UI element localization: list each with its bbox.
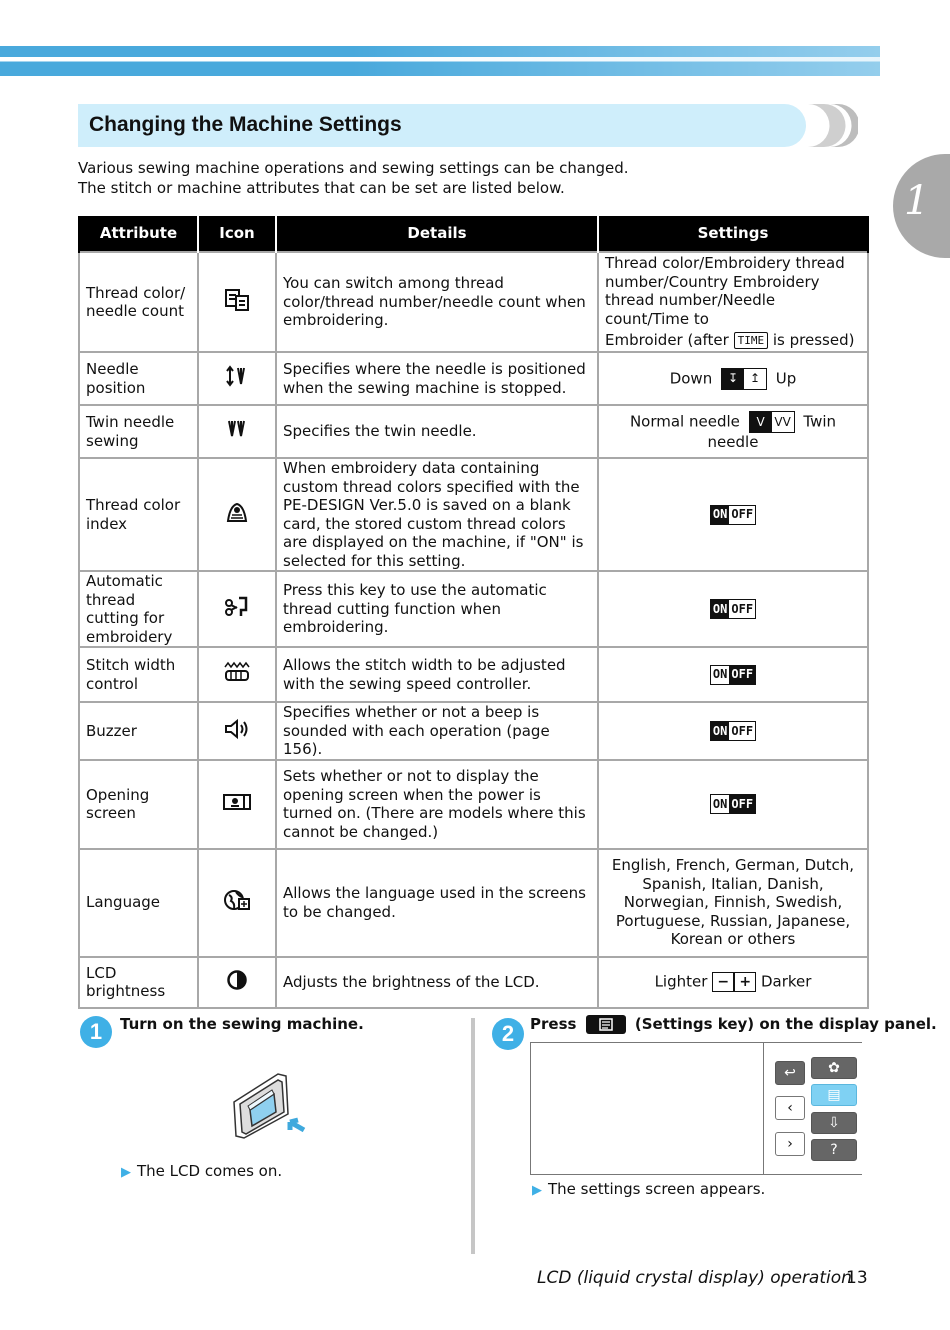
power-switch-icon bbox=[228, 1070, 310, 1142]
attribute-cell: Automatic thread cutting for embroidery bbox=[79, 571, 198, 647]
details-cell: Press this key to use the automatic thread cutting function when embroidering. bbox=[276, 571, 598, 647]
table-row bbox=[79, 458, 868, 571]
details-cell: Specifies whether or not a beep is sounded with each operation (page 156). bbox=[276, 702, 598, 760]
twin-needle-selector: ᐯ ᐯᐯ bbox=[749, 411, 795, 433]
page-number: 13 bbox=[846, 1268, 868, 1288]
details-cell: Specifies where the needle is positioned when the sewing machine is stopped. bbox=[276, 352, 598, 405]
details-cell: When embroidery data containing custom thread colors specified with the PE-DESIGN Ver.5.0 is saved on a blank card, the stored custom thread colors are displayed on the machine, if "ON" is selected for this setting. bbox=[276, 458, 598, 571]
needle-position-icon bbox=[225, 365, 249, 387]
table-row bbox=[79, 957, 868, 1008]
footer-section: LCD (liquid crystal display) operation bbox=[537, 1268, 852, 1288]
intro-text: Various sewing machine operations and sewing settings can be changed. The stitch or machine attributes that can be set are listed below. bbox=[78, 159, 629, 197]
attribute-cell: Twin needle sewing bbox=[79, 405, 198, 458]
header-attribute: Attribute bbox=[79, 216, 198, 252]
embroidery-key-icon[interactable]: ✿ bbox=[811, 1057, 857, 1079]
auto-thread-cut-icon bbox=[224, 595, 250, 619]
on-off-toggle: ON OFF bbox=[710, 599, 756, 619]
settings-cell bbox=[598, 571, 868, 647]
header-band bbox=[0, 46, 880, 76]
settings-cell: Normal needle ᐯ ᐯᐯ Twin needle bbox=[598, 405, 868, 458]
table-row bbox=[79, 252, 868, 352]
attribute-cell: Thread color/ needle count bbox=[79, 252, 198, 352]
step-1-badge: 1 bbox=[80, 1016, 112, 1048]
settings-key-icon bbox=[586, 1015, 626, 1034]
attribute-cell: Opening screen bbox=[79, 760, 198, 849]
attribute-cell: Needle position bbox=[79, 352, 198, 405]
brightness-icon bbox=[226, 969, 248, 991]
step-2-result: ▶ The settings screen appears. bbox=[532, 1180, 766, 1198]
thread-color-index-icon bbox=[224, 500, 250, 524]
settings-cell bbox=[598, 458, 868, 571]
attribute-cell: LCD brightness bbox=[79, 957, 198, 1008]
title-decoration-icon bbox=[808, 104, 858, 147]
header-settings: Settings bbox=[598, 216, 868, 252]
details-cell: Adjusts the brightness of the LCD. bbox=[276, 957, 598, 1008]
chapter-number: 1 bbox=[904, 178, 930, 224]
step-2-text: Press (Settings key) on the display panel. bbox=[530, 1015, 937, 1033]
attribute-cell: Language bbox=[79, 849, 198, 957]
language-icon bbox=[223, 888, 251, 912]
table-row bbox=[79, 647, 868, 702]
page-title: Changing the Machine Settings bbox=[89, 113, 402, 136]
stitch-width-icon bbox=[223, 661, 251, 683]
details-cell: Sets whether or not to display the opening screen when the power is turned on. (There are models where this cannot be changed.) bbox=[276, 760, 598, 849]
on-off-toggle: ON OFF bbox=[710, 794, 756, 814]
table-row bbox=[79, 571, 868, 647]
settings-key-icon[interactable]: ▤ bbox=[811, 1084, 857, 1106]
back-icon[interactable]: ↩ bbox=[775, 1061, 805, 1085]
on-off-toggle: ON OFF bbox=[710, 505, 756, 525]
plus-icon: + bbox=[734, 972, 756, 992]
opening-screen-icon bbox=[222, 792, 252, 812]
attribute-cell: Thread color index bbox=[79, 458, 198, 571]
header-details: Details bbox=[276, 216, 598, 252]
settings-cell: Down ↧ ↥ Up bbox=[598, 352, 868, 405]
table-row bbox=[79, 405, 868, 458]
attribute-cell: Buzzer bbox=[79, 702, 198, 760]
settings-cell: Lighter − + Darker bbox=[598, 957, 868, 1008]
settings-cell: Thread color/Embroidery thread number/Country Embroidery thread number/Needle count/Time to Embroider (after TIME is pressed) bbox=[598, 252, 868, 352]
minus-icon: − bbox=[712, 972, 734, 992]
step-1-text: Turn on the sewing machine. bbox=[120, 1015, 364, 1033]
table-row bbox=[79, 849, 868, 957]
chevron-left-icon[interactable]: ‹ bbox=[775, 1096, 805, 1120]
buzzer-icon bbox=[223, 718, 251, 740]
table-row bbox=[79, 352, 868, 405]
column-divider bbox=[471, 1018, 475, 1254]
memory-key-icon[interactable]: ⇩ bbox=[811, 1112, 857, 1134]
table-row bbox=[79, 760, 868, 849]
header-icon: Icon bbox=[198, 216, 276, 252]
step-1-result: ▶ The LCD comes on. bbox=[121, 1162, 283, 1180]
on-off-toggle: ON OFF bbox=[710, 721, 756, 741]
table-row bbox=[79, 702, 868, 760]
settings-cell bbox=[598, 760, 868, 849]
settings-table bbox=[78, 216, 869, 1009]
details-cell: You can switch among thread color/thread number/needle count when embroidering. bbox=[276, 252, 598, 352]
attribute-cell: Stitch width control bbox=[79, 647, 198, 702]
table-header-row bbox=[79, 216, 868, 252]
details-cell: Allows the stitch width to be adjusted with the sewing speed controller. bbox=[276, 647, 598, 702]
details-cell: Specifies the twin needle. bbox=[276, 405, 598, 458]
help-key-icon[interactable]: ? bbox=[811, 1139, 857, 1161]
twin-needle-icon bbox=[226, 418, 248, 440]
chevron-right-icon[interactable]: › bbox=[775, 1132, 805, 1156]
settings-cell bbox=[598, 647, 868, 702]
step-2-badge: 2 bbox=[492, 1018, 524, 1050]
needle-down-up-selector: ↧ ↥ bbox=[721, 368, 767, 390]
settings-cell: English, French, German, Dutch, Spanish, Italian, Danish, Norwegian, Finnish, Swedish, Portuguese, Russian, Japanese, Korean or others bbox=[598, 849, 868, 957]
details-cell: Allows the language used in the screens to be changed. bbox=[276, 849, 598, 957]
settings-cell bbox=[598, 702, 868, 760]
thread-color-icon bbox=[222, 287, 252, 313]
on-off-toggle: ON OFF bbox=[710, 665, 756, 685]
time-key: TIME bbox=[734, 332, 769, 349]
